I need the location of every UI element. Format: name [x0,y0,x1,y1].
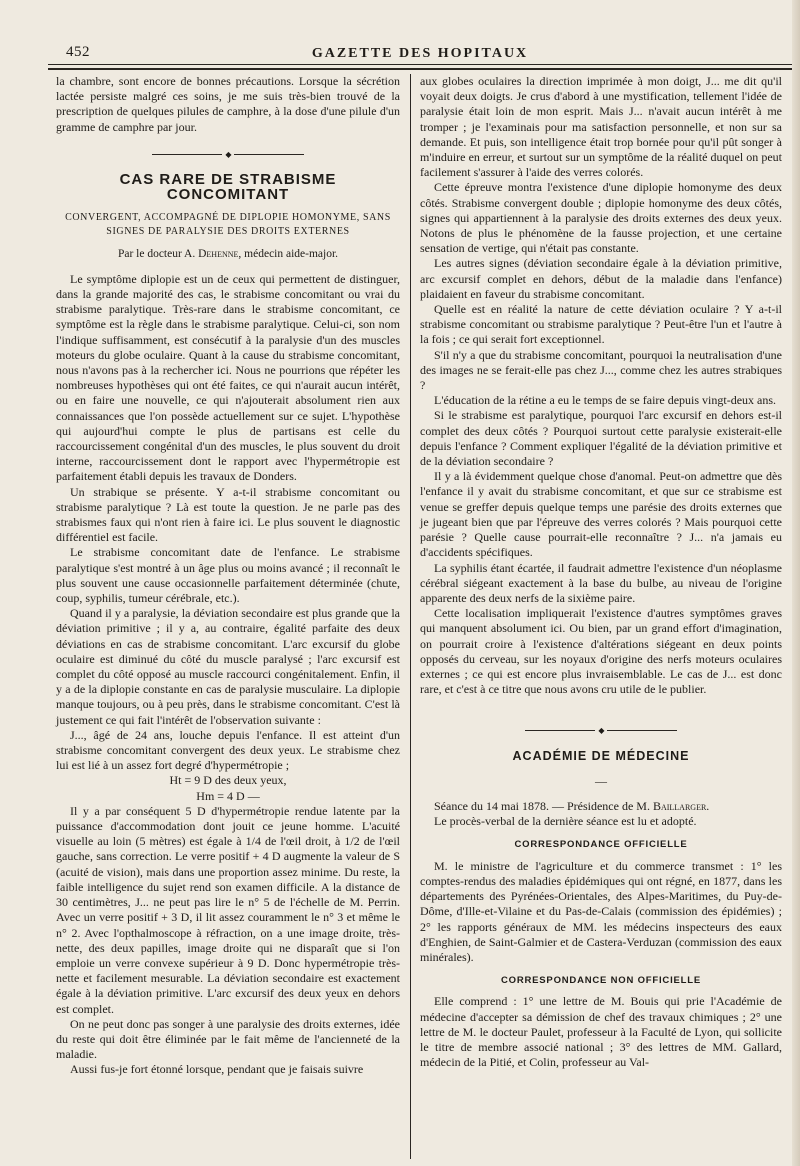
subsection-title: CORRESPONDANCE NON OFFICIELLE [500,975,701,987]
left-column [56,74,400,1078]
separator-ornament: ◆ [420,723,782,738]
journal-title: GAZETTE DES HOPITAUX [311,46,529,61]
president-name: Baillarger [652,799,707,814]
seance-prefix: Séance du 14 mai 1878. — Présidence de M. [434,799,653,814]
formula-line: Ht = 9 D des deux yeux, [169,773,287,788]
paragraph: J..., âgé de 24 ans, louche depuis l'enfance. Il est atteint d'un strabisme concomitant convergent des deux yeux. Le strabisme chez lui est lié à un assez fort degré d'hypermétropie ; [56,727,400,773]
column-divider [410,74,411,1159]
paragraph: Les autres signes (déviation secondaire égale à la déviation primitive, arc excursif complet en dehors, début de la maladie dans l'enfance) plaidaient en faveur du strabisme concomitant. [420,256,782,301]
intro-paragraph: la chambre, sont encore de bonnes précautions. Lorsque la sécrétion lactée persiste malgré ces soins, je me suis très-bien trouvé de la prescription de quelques pilules de camphre, à la dose d'une pilule d'un gramme de camphre par jour. [56,74,400,134]
paragraph: Elle comprend : 1° une lettre de M. Bouis qui prie l'Académie de médecine d'accepter sa démission de chef des travaux chimiques ; 2° une lettre de M. le docteur Paulet, professeur à la Faculté de Lyon, qui sollicite le titre de membre associé national ; 3° des lettres de MM. Gallard, médecin de la Pitié, et Colin, professeur au Val- [420,994,782,1070]
paragraph: Cette localisation impliquerait l'existence d'autres symptômes graves qui manquent absolument ici. Ou bien, par un grand effort d'imagination, on pourrait croire à l'existence d'altérations siégeant en deux points opposés du cerveau, sur les noyaux d'origine des nerfs moteurs oculaires externes ; ce qui est encore plus invraisemblable. Le cas de J... est donc rare, et c'est à ce titre que nous avons cru utile de le publier. [420,606,782,697]
article-title: CAS RARE DE STRABISME CONCOMITANT [119,171,337,204]
section-title: ACADÉMIE DE MÉDECINE [512,748,690,763]
seance-line [420,799,782,814]
article-byline [56,247,400,262]
paragraph: Le strabisme concomitant date de l'enfance. Le strabisme paralytique s'est montré à un âge plus ou moins avancé ; il reconnaît le plus souvent une cause occasionnelle parfaitement déterminée (chute, coup, syphilis, tumeur cérébrale, etc.). [56,545,400,606]
article-subtitle: CONVERGENT, ACCOMPAGNÉ DE DIPLOPIE HOMONYME, SANS SIGNES DE PARALYSIE DES DROITS EXTERNES [65,211,391,237]
paragraph: Quelle est en réalité la nature de cette déviation oculaire ? Y a-t-il strabisme concomitant ou strabisme paralytique ? Peut-être l'un et l'autre à la fois ; ce qui serait fort exceptionnel. [420,302,782,347]
paragraph: Il y a par conséquent 5 D d'hypermétropie rendue latente par la puissance d'accommodation dont jouit ce jeune homme. L'acuité visuelle au loin (5 mètres) est égale à 1/4 de l'œil droit, à 1/2 de l'œil gauche, sans correction. Le verre positif + 4 D augmente la valeur de S (acuité de vision), mais dans une proportion assez minime. Du reste, la faible intelligence du sujet rend son examen difficile. A la distance de 30 centimètres, J... ne peut pas lire le n° 5 de l'échelle de M. Perrin. Avec un verre positif + 3 D, il lit assez couramment le n° 3 et même le n° 2. Avec l'opthalmoscope à réfraction, on a une image droite, très-nette, des deux papilles, image droite qui ne disparaît que si l'on emploie un verre convexe supérieur à 9 D. Donc hypermétropie très-nette et facilement mesurable. La déviation secondaire est exactement égale à la déviation primitive. L'arc excursif des deux yeux en dehors est complet. [56,803,400,1016]
page-edge [792,0,800,1166]
paragraph: Aussi fus-je fort étonné lorsque, pendant que je faisais suivre [70,1062,364,1077]
paragraph: Cette épreuve montra l'existence d'une diplopie homonyme des deux côtés. Strabisme convergent double ; diplopie homonyme des deux côtés, signes qui appartiennent à la paralysie des droits externes des deux yeux. Notons de plus le phénomène de la fausse projection, et une certaine sensation de vertige, qui n'était pas constante. [420,180,782,256]
paragraph: S'il n'y a que du strabisme concomitant, pourquoi la neutralisation d'une des images ne se ferait-elle pas chez J..., comme chez les autres strabiques ? [420,347,782,393]
paragraph: aux globes oculaires la direction imprimée à mon doigt, J... me dit qu'il voyait deux doigts. Je crus d'abord à une mystification, tellement l'idée de paralysie était loin de mon esprit. Mais J... n'avait aucun intérêt à me tromper ; je l'examinais pour ma satisfaction personnelle, et non sur sa demande. Et puis, son intelligence était trop bornée pour qu'il pût songer à m'induire en erreur, et surtout sur un symptôme de la réalité duquel on peut facilement s'assurer à l'aide des verres colorés. [420,74,782,180]
paragraph: On ne peut donc pas songer à une paralysie des droits externes, idée du reste qui doit être éliminée par le fait même de l'ancienneté de la maladie. [56,1016,400,1062]
byline-prefix: Par le docteur A. [117,247,199,260]
hypermetropia-formula [56,773,400,803]
seance-suffix: . [706,799,710,814]
page-number: 452 [66,44,90,60]
paragraph: La syphilis étant écartée, il faudrait admettre l'existence d'un néoplasme cérébral siégeant exactement à la base du bulbe, au niveau de l'origine apparente des deux nerfs de la sixième paire. [420,560,782,605]
paragraph: Le procès-verbal de la dernière séance est lu et adopté. [434,814,697,829]
byline-suffix: , médecin aide-major. [238,247,339,260]
subsection-title: CORRESPONDANCE OFFICIELLE [514,839,688,851]
paragraph: Un strabique se présente. Y a-t-il strabisme concomitant ou strabisme paralytique ? Là est toute la question. Je ne parle pas des strabismes faux qui n'ont rien à faire ici. Le plus souvent le diagnostic différentiel est facile. [56,484,400,545]
paragraph: Si le strabisme est paralytique, pourquoi l'arc excursif en dehors est-il complet des deux côtés ? Pourquoi surtout cette paralysie existerait-elle depuis l'enfance ? Comment expliquer l'égalité de la déviation primitive et de la déviation secondaire ? [420,408,782,469]
paragraph: M. le ministre de l'agriculture et du commerce transmet : 1° les comptes-rendus des maladies épidémiques qui ont régné, en 1877, dans les départements des Pyrénées-Orientales, des Alpes-Maritimes, du Puy-de-Dôme, d'Ille-et-Vilaine et du Pas-de-Calais (commission des épidémies) ; 2° les rapports généraux de MM. les médecins inspecteurs des eaux d'Enghien, de Saint-Galmier et de Castera-Verduzan (commission des eaux minérales). [420,858,782,964]
header-rule-thick [48,68,792,70]
right-column [420,74,782,1070]
author-name: Dehenne [198,247,239,260]
paragraph: Quand il y a paralysie, la déviation secondaire est plus grande que la déviation primitive ; il y a, au contraire, égalité parfaite des deux déviations en cas de strabisme concomitant. L'arc excursif du globe oculaire est diminué du côté du muscle paralysé ; l'arc excursif est complet du côté opposé au muscle raccourci congénitalement. Enfin, il y a de la diplopie constante en cas de paralysie musculaire. La diplopie manque toujours, ou à peu près, dans le strabisme concomitant. C'est là justement ce qui fait l'intérêt de l'observation suivante : [56,606,400,727]
section-dash: — [595,773,607,788]
paragraph: L'éducation de la rétine a eu le temps de se faire depuis vingt-deux ans. [434,393,777,408]
header-rule [48,64,792,65]
paragraph: Le symptôme diplopie est un de ceux qui permettent de distinguer, dans la grande majorité des cas, le strabisme concomitant ou vrai du strabisme paralytique. Très-rare dans le strabisme concomitant, ce symptôme est la règle dans le strabisme paralytique. Celui-ci, son nom l'indique suffisamment, est consécutif à la paralysie d'un des muscles moteurs du globe oculaire. Quant à la cause du strabisme concomitant, nous n'avons pas à la rechercher ici. Nous ne pourrions que répéter les nombreuses hypothèses qui ont été faites, ce qui n'aurait aucun intérêt, ou en faire une nouvelle, ce qui n'ajouterait absolument rien aux connaissances que l'on possède actuellement sur ce sujet. L'hypothèse qui aujourd'hui compte le plus de partisans est celle du raccourcissement congénital d'un des muscles, le plus souvent du droit interne, raccourcissement dont le rapport avec l'hypermétropie est parfaitement établi depuis les travaux de Donders. [56,271,400,484]
paragraph: Il y a là évidemment quelque chose d'anomal. Peut-on admettre que dès l'enfance il y avait du strabisme concomitant, et que sur ce strabisme est venue se greffer depuis quelque temps une parésie des droits externes que je jugeant bien que par l'épreuve des verres colorés ? Mais pourquoi cette parésie ? Quelle cause pourrait-elle reconnaître ? J... n'a jamais eu d'accidents spécifiques. [420,469,782,560]
separator-ornament: ◆ [56,147,400,162]
formula-line: Hm = 4 D — [196,788,260,803]
